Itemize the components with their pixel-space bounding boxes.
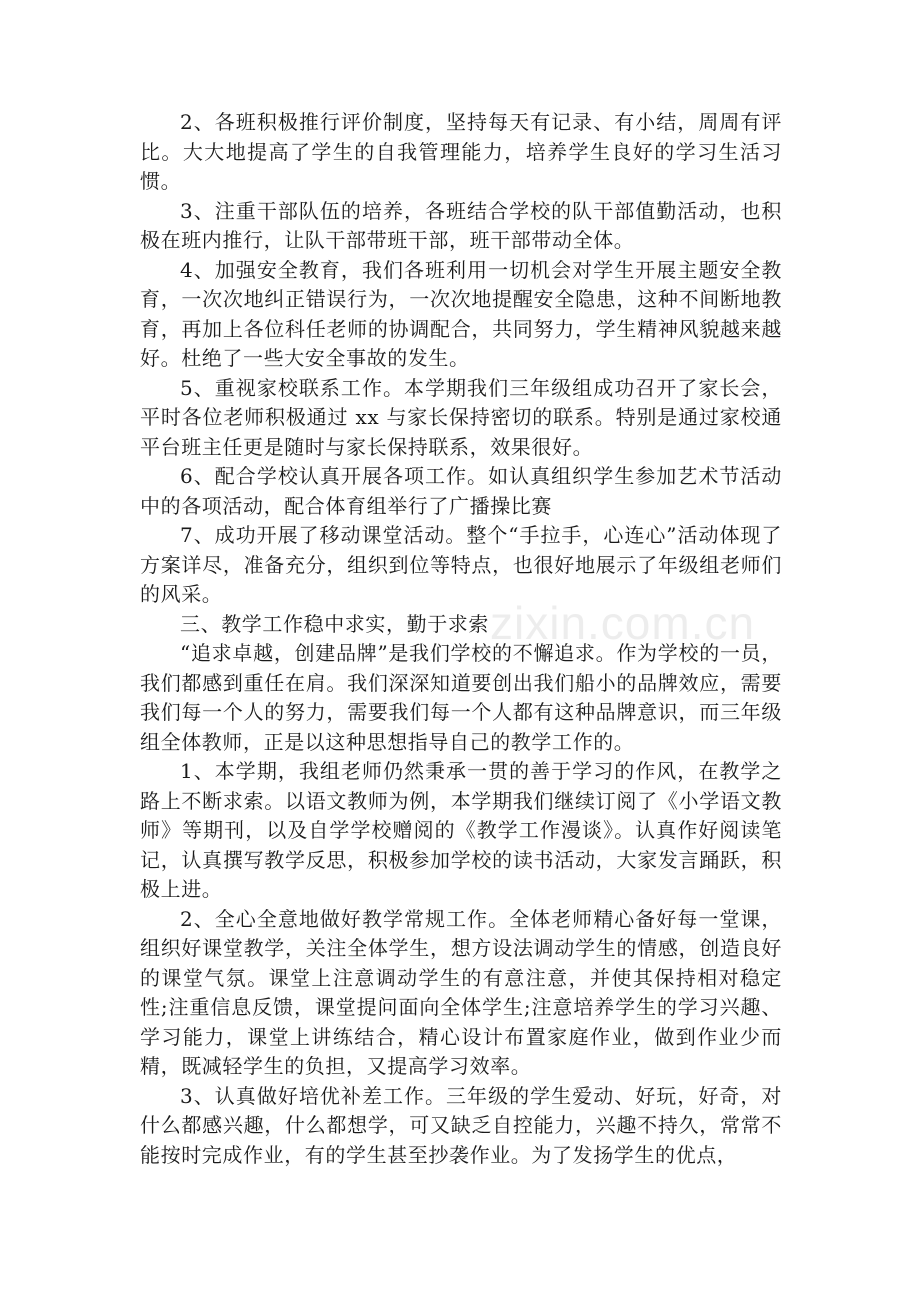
paragraph-3: 4、加强安全教育，我们各班利用一切机会对学生开展主题安全教育，一次次地纠正错误行为，一次次地提醒安全隐患，这种不间断地教育，再加上各位科任老师的协调配合，共同努力，学生精神风貌越来越好。杜绝了一些大安全事故的发生。 <box>140 257 782 370</box>
paragraph-4: 5、重视家校联系工作。本学期我们三年级组成功召开了家长会，平时各位老师积极通过 xx 与家长保持密切的联系。特别是通过家校通平台班主任更是随时与家长保持联系，效果很好。 <box>140 375 782 459</box>
paragraph-10: 3、认真做好培优补差工作。三年级的学生爱动、好玩，好奇，对什么都感兴趣，什么都想学，可又缺乏自控能力，兴趣不持久，常常不能按时完成作业，有的学生甚至抄袭作业。为了发扬学生的优点， <box>140 1083 782 1167</box>
document-body <box>140 108 782 1170</box>
paragraph-7: “追求卓越，创建品牌”是我们学校的不懈追求。作为学校的一员，我们都感到重任在肩。我们深深知道要创出我们船小的品牌效应，需要我们每一个人的努力，需要我们每一个人都有这种品牌意识，而三年级组全体教师，正是以这种思想指导自己的教学工作的。 <box>140 641 782 754</box>
paragraph-9: 2、全心全意地做好教学常规工作。全体老师精心备好每一堂课，组织好课堂教学，关注全体学生，想方设法调动学生的情感，创造良好的课堂气氛。课堂上注意调动学生的有意注意，并使其保持相对稳定性;注重信息反馈，课堂提问面向全体学生;注意培养学生的学习兴趣、学习能力，课堂上讲练结合，精心设计布置家庭作业，做到作业少而精，既减轻学生的负担，又提高学习效率。 <box>140 906 782 1078</box>
watermark: zixin.com.cn <box>490 597 756 649</box>
paragraph-6: 7、成功开展了移动课堂活动。整个“手拉手，心连心”活动体现了方案详尽，准备充分，组织到位等特点，也很好地展示了年级组老师们的风采。 <box>140 523 782 606</box>
paragraph-2: 3、注重干部队伍的培养，各班结合学校的队干部值勤活动，也积极在班内推行，让队干部带班干部，班干部带动全体。 <box>140 198 782 252</box>
paragraph-1: 2、各班积极推行评价制度，坚持每天有记录、有小结，周周有评比。大大地提高了学生的自我管理能力，培养学生良好的学习生活习惯。 <box>140 110 782 193</box>
paragraph-5: 6、配合学校认真开展各项工作。如认真组织学生参加艺术节活动中的各项活动，配合体育组举行了广播操比赛 <box>140 464 782 518</box>
paragraph-8: 1、本学期，我组老师仍然秉承一贯的善于学习的作风，在教学之路上不断求索。以语文教师为例，本学期我们继续订阅了《小学语文教师》等期刊，以及自学学校赠阅的《教学工作漫谈》。认真作好阅读笔记，认真撰写教学反思，积极参加学校的读书活动，大家发言踊跃，积极上进。 <box>140 759 782 901</box>
section-heading: 三、教学工作稳中求实，勤于求索 <box>180 611 489 636</box>
